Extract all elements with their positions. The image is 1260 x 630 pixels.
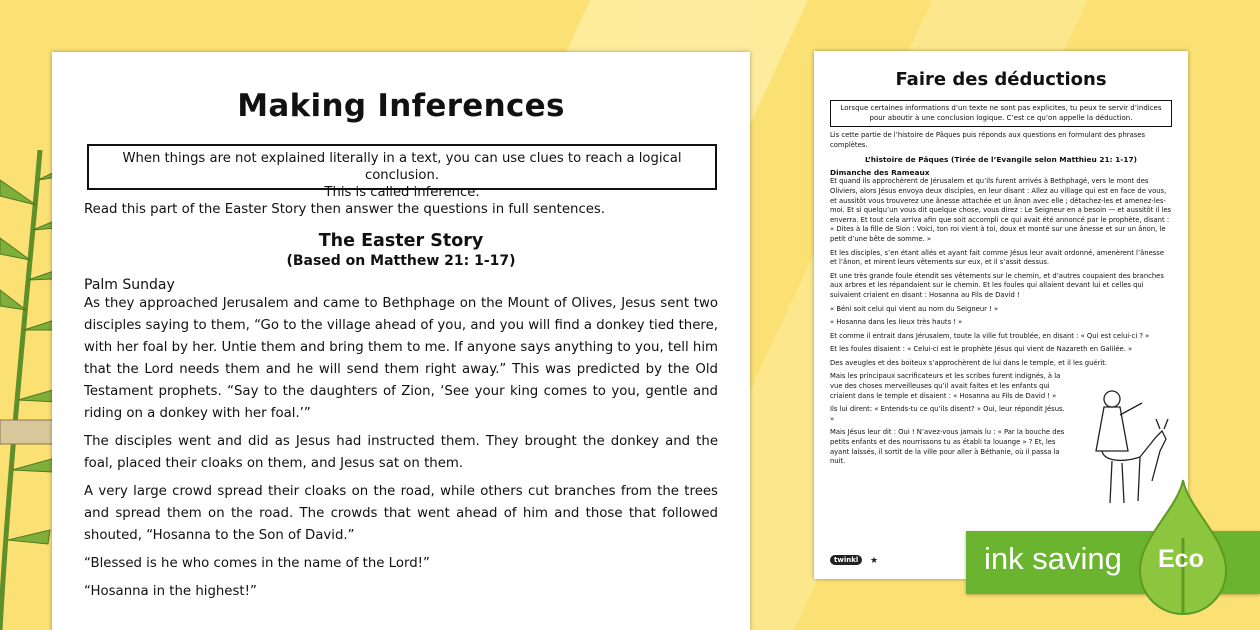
story-paragraph: As they approached Jerusalem and came to Bethphage on the Mount of Olives, Jesus sent two disciples saying to them, “Go to the village ahead of you, and you will find a donkey tied there, with her foal by her. Untie them and bring them to me. If anyone says anything to you, tell him that the Lord needs them and he will send them right away.” This was predicted by the Old Testament prophets. “Say to the daughters of Zion, ‘See your king comes to you, gentle and riding on a donkey with her foal.’”: [84, 296, 718, 421]
french-worksheet: [814, 51, 1188, 579]
french-paragraph: Des aveugles et des boiteux s’approchèrent de lui dans le temple, et il les guérit.: [830, 358, 1108, 367]
french-paragraph: Ils lui dirent: « Entends-tu ce qu’ils disent? » Oui, leur répondit Jésus. »: [830, 405, 1065, 423]
french-title: Faire des déductions: [895, 69, 1107, 90]
story-subtitle: (Based on Matthew 21: 1-17): [286, 253, 516, 269]
french-paragraph: Et une très grande foule étendit ses vêtements sur le chemin, et d’autres coupaient des branches aux arbres et les répandaient sur le chemin. Et les foules qui allaient devant lui et celles qui suivaient criaient en disant : Hosanna au Fils de David !: [830, 271, 1164, 299]
english-worksheet: [52, 52, 750, 630]
french-paragraph: Et les foules disaient : « Celui-ci est le prophète Jésus qui vient de Nazareth en Galilée. »: [830, 345, 1133, 354]
french-instruction: Lis cette partie de l’histoire de Pâques puis réponds aux questions en formulant des phrases complètes.: [830, 131, 1145, 149]
section-heading: Palm Sunday: [84, 277, 175, 293]
story-paragraph: The disciples went and did as Jesus had instructed them. They brought the donkey and the foal, placed their cloaks on them, and Jesus sat on them.: [84, 434, 718, 471]
star-icon: ★: [870, 556, 879, 566]
french-paragraph: Et les disciples, s’en étant allés et ayant fait comme Jésus leur avait ordonné, amenèrent l’ânesse et l’ânon, et mirent leurs vêtements sur eux, et il s’assit dessus.: [830, 248, 1165, 267]
french-paragraph: « Hosanna dans les lieux très hauts ! »: [830, 318, 963, 327]
french-paragraph: « Béni soit celui qui vient au nom du Seigneur ! »: [830, 304, 999, 313]
french-section-heading: Dimanche des Rameaux: [830, 167, 930, 177]
story-paragraph: A very large crowd spread their cloaks on the road, while others cut branches from the trees and spread them on the road. The crowds that went ahead of him and those that followed shouted, “Hosanna to the Son of David.”: [84, 484, 718, 543]
eco-label: Eco: [1158, 545, 1204, 573]
instruction-text: Read this part of the Easter Story then answer the questions in full sentences.: [84, 202, 606, 217]
definition-line-2: This is called inference.: [324, 185, 480, 200]
french-story-title: L’histoire de Pâques (Tirée de l’Evangile selon Matthieu 21: 1-17): [864, 155, 1138, 165]
french-paragraph: Et comme il entrait dans Jérusalem, toute la ville fut troublée, en disant : « Qui est celui-ci ? »: [830, 331, 1150, 340]
french-paragraph: Et quand ils approchèrent de Jérusalem et qu’ils furent arrivés à Bethphagé, vers le mont des Oliviers, alors Jésus envoya deux disciples, en leur disant : Allez au village qui est en face de vous, et aussitôt vous trouverez une ânesse attachée et un ânon avec elle ; détachez-les et amenez-les-moi. Et si quelqu’un vous dit quelque chose, vous direz : Le Seigneur en a besoin — et aussitôt il les enverra. Et tout cela arriva afin que soit accompli ce qui avait été annoncé par le prophète, disant : « Dites à la fille de Sion : Voici, ton roi vient à toi, doux et monté sur une ânesse et sur un ânon, le petit d’une bête de somme. »: [830, 177, 1172, 243]
definition-box: [87, 144, 717, 200]
french-definition-box: Lorsque certaines informations d’un texte ne sont pas explicites, tu peux te servir d’indices pour aboutir à une conclusion logique. C’est ce qu’on appelle la déduction.: [830, 100, 1172, 127]
french-paragraph: Mais Jésus leur dit : Oui ! N’avez-vous jamais lu : « Par la bouche des petits enfants et des nourrissons tu as établi ta louange » ? Et, les ayant laissés, il sortit de la ville pour aller à Béthanie, où il passa la nuit.: [830, 428, 1065, 466]
story-paragraph: “Blessed is he who comes in the name of the Lord!”: [84, 556, 430, 571]
ink-saving-label: ink saving: [984, 541, 1122, 576]
french-paragraph: Mais les principaux sacrificateurs et les scribes furent indignés, à la vue des choses merveilleuses qu’il avait faites et les enfants qui criaient dans le temple et disaient : « Hosanna au Fils de David ! »: [830, 372, 1061, 400]
definition-line-1: When things are not explained literally in a text, you can use clues to reach a logical conclusion.: [122, 151, 682, 183]
worksheet-title: Making Inferences: [237, 88, 565, 124]
story-title: The Easter Story: [318, 231, 484, 251]
twinkl-logo: twinkl: [830, 555, 862, 565]
story-paragraph: “Hosanna in the highest!”: [84, 584, 257, 599]
